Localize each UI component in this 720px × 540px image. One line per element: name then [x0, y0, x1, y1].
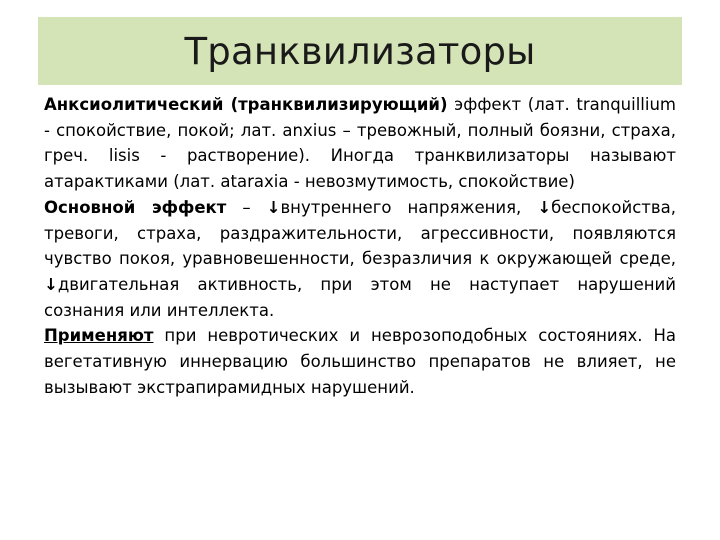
- slide-body: [44, 92, 676, 400]
- down-arrow-icon: ↓: [266, 197, 281, 217]
- main-effect-text-3: двигательная активность, при этом не наступает нарушений сознания или интеллекта.: [44, 274, 676, 320]
- title-band: [38, 17, 682, 85]
- slide-title: Транквилизаторы: [184, 29, 536, 73]
- usage-text: при невротических и неврозоподобных состояниях. На вегетативную иннервацию большинство препаратов не влияет, не вызывают экстрапирамидных нарушений.: [44, 326, 676, 397]
- down-arrow-icon: ↓: [537, 197, 552, 217]
- term-anxiolytic: Анксиолитический (транквилизирующий): [44, 95, 448, 114]
- term-main-effect: Основной эффект: [44, 197, 227, 217]
- paragraph-main-effect: [44, 195, 676, 324]
- paragraph-usage: [44, 323, 676, 400]
- main-effect-text-2: беспокойства, тревоги, страха, раздражительности, агрессивности, появляются чувство покоя, уравновешенности, безразличия к окружающей среде,: [44, 197, 676, 269]
- term-usage: Применяют: [44, 326, 154, 346]
- paragraph-anxiolytic: [44, 92, 676, 195]
- down-arrow-icon: ↓: [44, 274, 58, 294]
- dash: –: [226, 197, 267, 217]
- anxiolytic-text: эффект (лат. tranquillium - спокойствие, покой; лат. anxius – тревожный, полный боязни, страха, греч. lisis - растворение). Иногда транквилизаторы называют атарактиками (лат. ataraxia - невозмутимость, спокойствие): [44, 95, 676, 192]
- main-effect-text-1: внутреннего напряжения,: [280, 197, 538, 217]
